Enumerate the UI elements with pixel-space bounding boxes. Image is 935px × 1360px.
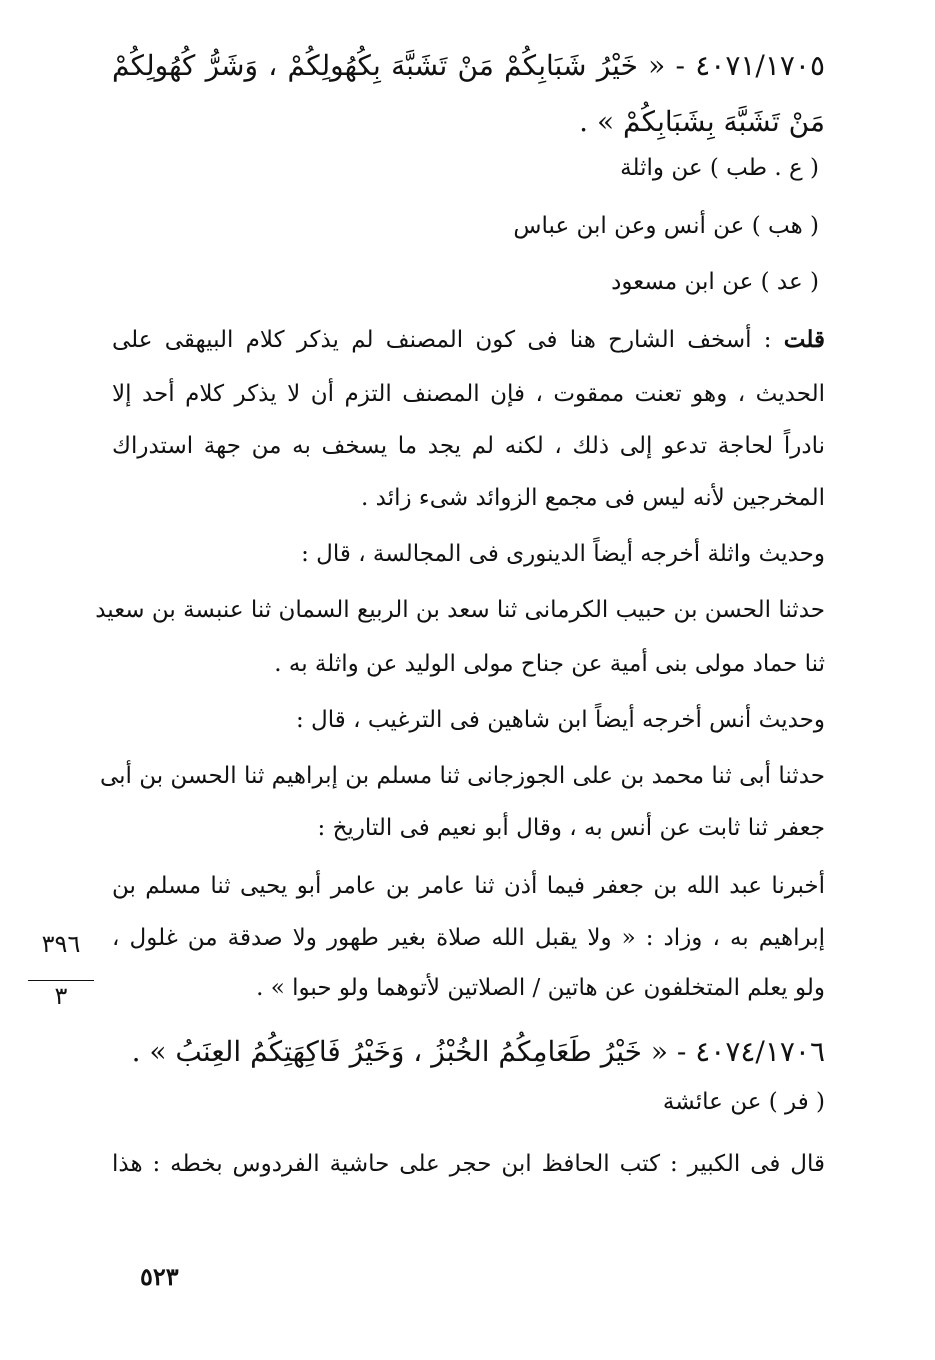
commentary-line-3: نادراً لحاجة تدعو إلى ذلك ، لكنه لم يجد ما يسخف به من جهة استدراك (112, 433, 825, 459)
commentary-text: : أسخف الشارح هنا فى كون المصنف لم يذكر كلام البيهقى على (112, 327, 772, 353)
source-line: ( عد ) عن ابن مسعود (611, 269, 819, 295)
abu-nuaym-line-2: إبراهيم به ، وزاد : « ولا يقبل الله صلاة بغير طهور ولا صدقة من غلول ، (112, 925, 825, 951)
hadith-4071-line-1: ٤٠٧١/١٧٠٥ - « خَيْرُ شَبَابِكُمْ مَنْ تَشَبَّهَ بِكُهُولِكُمْ ، وَشَرُّ كُهُولِكُمْ (112, 49, 825, 82)
page-number: ٥٢٣ (140, 1262, 179, 1291)
wathila-intro: وحديث واثلة أخرجه أيضاً الدينورى فى المجالسة ، قال : (301, 541, 825, 567)
anas-line-2: جعفر ثنا ثابت عن أنس به ، وقال أبو نعيم فى التاريخ : (317, 815, 825, 841)
margin-note-rule (28, 980, 94, 981)
anas-intro: وحديث أنس أخرجه أيضاً ابن شاهين فى الترغيب ، قال : (296, 707, 825, 733)
abu-nuaym-line-1: أخبرنا عبد الله بن جعفر فيما أذن ثنا عامر بن عامر أبو يحيى ثنا مسلم بن (112, 873, 825, 899)
wathila-line-1: حدثنا الحسن بن حبيب الكرمانى ثنا سعد بن الربيع السمان ثنا عنبسة بن سعيد (95, 597, 825, 623)
hadith-4071-line-2: مَنْ تَشَبَّهَ بِشَبَابِكُمْ » . (579, 105, 825, 138)
kabir-line: قال فى الكبير : كتب الحافظ ابن حجر على حاشية الفردوس بخطه : هذا (112, 1151, 825, 1177)
anas-line-1: حدثنا أبى ثنا محمد بن على الجوزجانى ثنا مسلم بن إبراهيم ثنا الحسن بن أبى (99, 763, 825, 789)
source-line: ( ع . طب ) عن واثلة (620, 155, 819, 181)
qult-label: قلت (783, 326, 825, 353)
commentary-line-2: الحديث ، وهو تعنت ممقوت ، فإن المصنف التزم أن لا يذكر كلام أحد إلا (112, 381, 825, 407)
source-line: ( فر ) عن عائشة (662, 1089, 825, 1115)
abu-nuaym-line-3: ولو يعلم المتخلفون عن هاتين / الصلاتين لأتوهما ولو حبوا » . (256, 975, 825, 1001)
commentary-line-1 (112, 322, 825, 358)
source-line: ( هب ) عن أنس وعن ابن عباس (513, 213, 819, 239)
wathila-line-2: ثنا حماد مولى بنى أمية عن جناح مولى الوليد عن واثلة به . (274, 651, 825, 677)
commentary-line-4: المخرجين لأنه ليس فى مجمع الزوائد شىء زائد . (361, 485, 825, 511)
margin-note-top: ٣٩٦ (41, 930, 81, 958)
hadith-4074-line-1: ٤٠٧٤/١٧٠٦ - « خَيْرُ طَعَامِكُمُ الخُبْزُ ، وَخَيْرُ فَاكِهَتِكُمُ العِنَبُ » . (131, 1035, 825, 1068)
margin-note-bottom: ٣ (54, 982, 68, 1010)
